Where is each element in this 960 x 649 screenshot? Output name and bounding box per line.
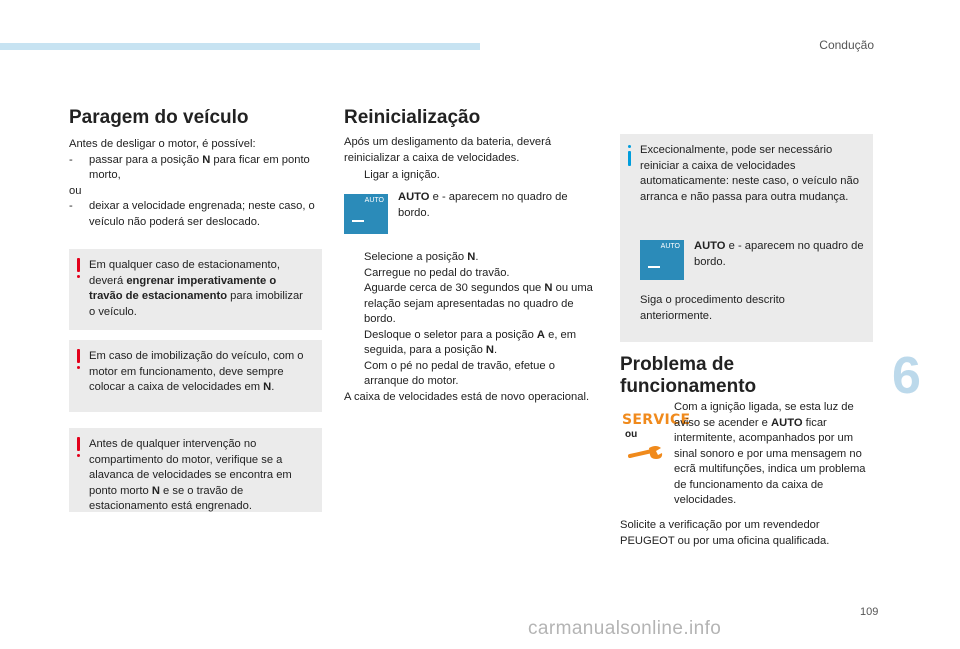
reset-step-brake: Carregue no pedal do travão. [364, 266, 510, 279]
reset-step-wait: Aguarde cerca de 30 segundos que N ou uma relação sejam apresentadas no quadro de bordo. [364, 282, 593, 325]
reset-intro: Após um desligamento da bateria, deverá reinicializar a caixa de velocidades. [344, 136, 552, 164]
info-text: Excecionalmente, pode ser necessário reiniciar a caixa de velocidades automaticamente: neste caso, o veículo não arranca e não passa para outra mudança. [640, 144, 859, 203]
parking-option-gear: - deixar a velocidade engrenada; neste caso, o veículo não poderá ser deslocado. [69, 200, 315, 228]
malfunction-title: Problema de funcionamento [620, 354, 757, 397]
section-label: Condução [819, 38, 874, 52]
reset-steps [344, 250, 596, 405]
header-accent-bar [0, 43, 480, 50]
dash-marker: - [69, 153, 73, 166]
watermark: carmanualsonline.info [528, 618, 722, 639]
warning-box-engine-compartment: Antes de qualquer intervenção no compartimento do motor, verifique se a alavanca de velocidades se encontra em ponto morto N e se o travão de estacionamento está engrenado. [69, 428, 322, 512]
dash-symbol [648, 266, 660, 268]
warning-icon [76, 258, 82, 280]
chapter-number: 6 [892, 347, 921, 405]
service-label: SERVICE [622, 412, 691, 428]
parking-body [69, 137, 325, 230]
reset-step-selector: Desloque o seletor para a posição A e, em seguida, para a posição N. [364, 328, 577, 356]
service-or: ou [625, 429, 638, 440]
dash-symbol [352, 220, 364, 222]
reset-outro: A caixa de velocidades está de novo operacional. [344, 390, 590, 403]
reset-title: Reinicialização [344, 107, 481, 128]
auto-indicator-icon: AUTO [344, 194, 388, 234]
info-icon-caption: AUTO e - aparecem no quadro de bordo. [694, 240, 864, 268]
service-warning-icon [622, 412, 691, 470]
parking-option-neutral: - passar para a posição N para ficar em ponto morto, [69, 153, 310, 181]
warning-box-parking-brake: Em qualquer caso de estacionamento, deverá engrenar imperativamente o travão de estacionamento para imobilizar o veículo. [69, 249, 322, 330]
reset-step-select-n: Selecione a posição N. [364, 251, 479, 263]
reset-step-start: Com o pé no pedal de travão, efetue o arranque do motor. [364, 359, 555, 387]
info-icon [627, 145, 633, 167]
wrench-icon [622, 442, 668, 464]
info-box-auto-reset [620, 134, 873, 342]
reset-icon-caption: AUTO e - aparecem no quadro de bordo. [398, 191, 568, 219]
dash-marker: - [69, 200, 73, 212]
malfunction-text: Com a ignição ligada, se esta luz de aviso se acender e AUTO ficar intermitente, acompanhados por um sinal sonoro e por uma mensagem no ecrã multifunções, indica um problema de funcionamento da caixa de velocidades. [674, 401, 866, 506]
parking-title: Paragem do veículo [69, 107, 249, 128]
reset-step-ignition: Ligar a ignição. [364, 169, 440, 181]
parking-intro: Antes de desligar o motor, é possível: [69, 138, 256, 150]
auto-indicator-icon: AUTO [640, 240, 684, 280]
info-follow: Siga o procedimento descrito anteriormente. [640, 294, 785, 322]
warning-box-immobilization: Em caso de imobilização do veículo, com o motor em funcionamento, deve sempre colocar a caixa de velocidades em N. [69, 340, 322, 412]
malfunction-closing: Solicite a verificação por um revendedor PEUGEOT ou por uma oficina qualificada. [620, 519, 830, 547]
page-number: 109 [860, 606, 879, 618]
warning-icon [76, 349, 82, 371]
parking-or: ou [69, 184, 82, 197]
warning-icon [76, 437, 82, 459]
